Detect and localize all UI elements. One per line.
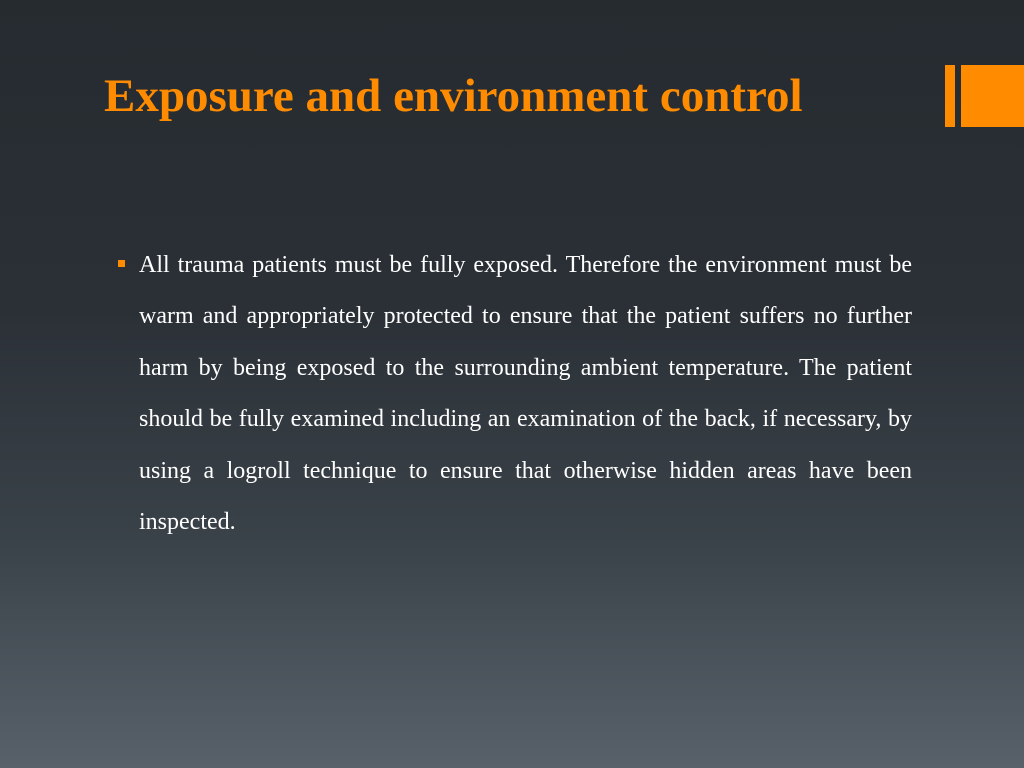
accent-bar-thin xyxy=(945,65,955,127)
bullet-text: All trauma patients must be fully exposed. Therefore the environment must be warm and appropriately protected to ensure that the patient suffers no further harm by being exposed to the surrounding ambient temperature. The patient should be fully examined including an examination of the back, if necessary, by using a logroll technique to ensure that otherwise hidden areas have been inspected. xyxy=(139,252,912,536)
accent-bar-thick xyxy=(961,65,1024,127)
slide-title: Exposure and environment control xyxy=(104,70,803,122)
bullet-item xyxy=(118,240,912,548)
content-area xyxy=(118,240,912,548)
square-bullet-icon xyxy=(118,260,125,267)
